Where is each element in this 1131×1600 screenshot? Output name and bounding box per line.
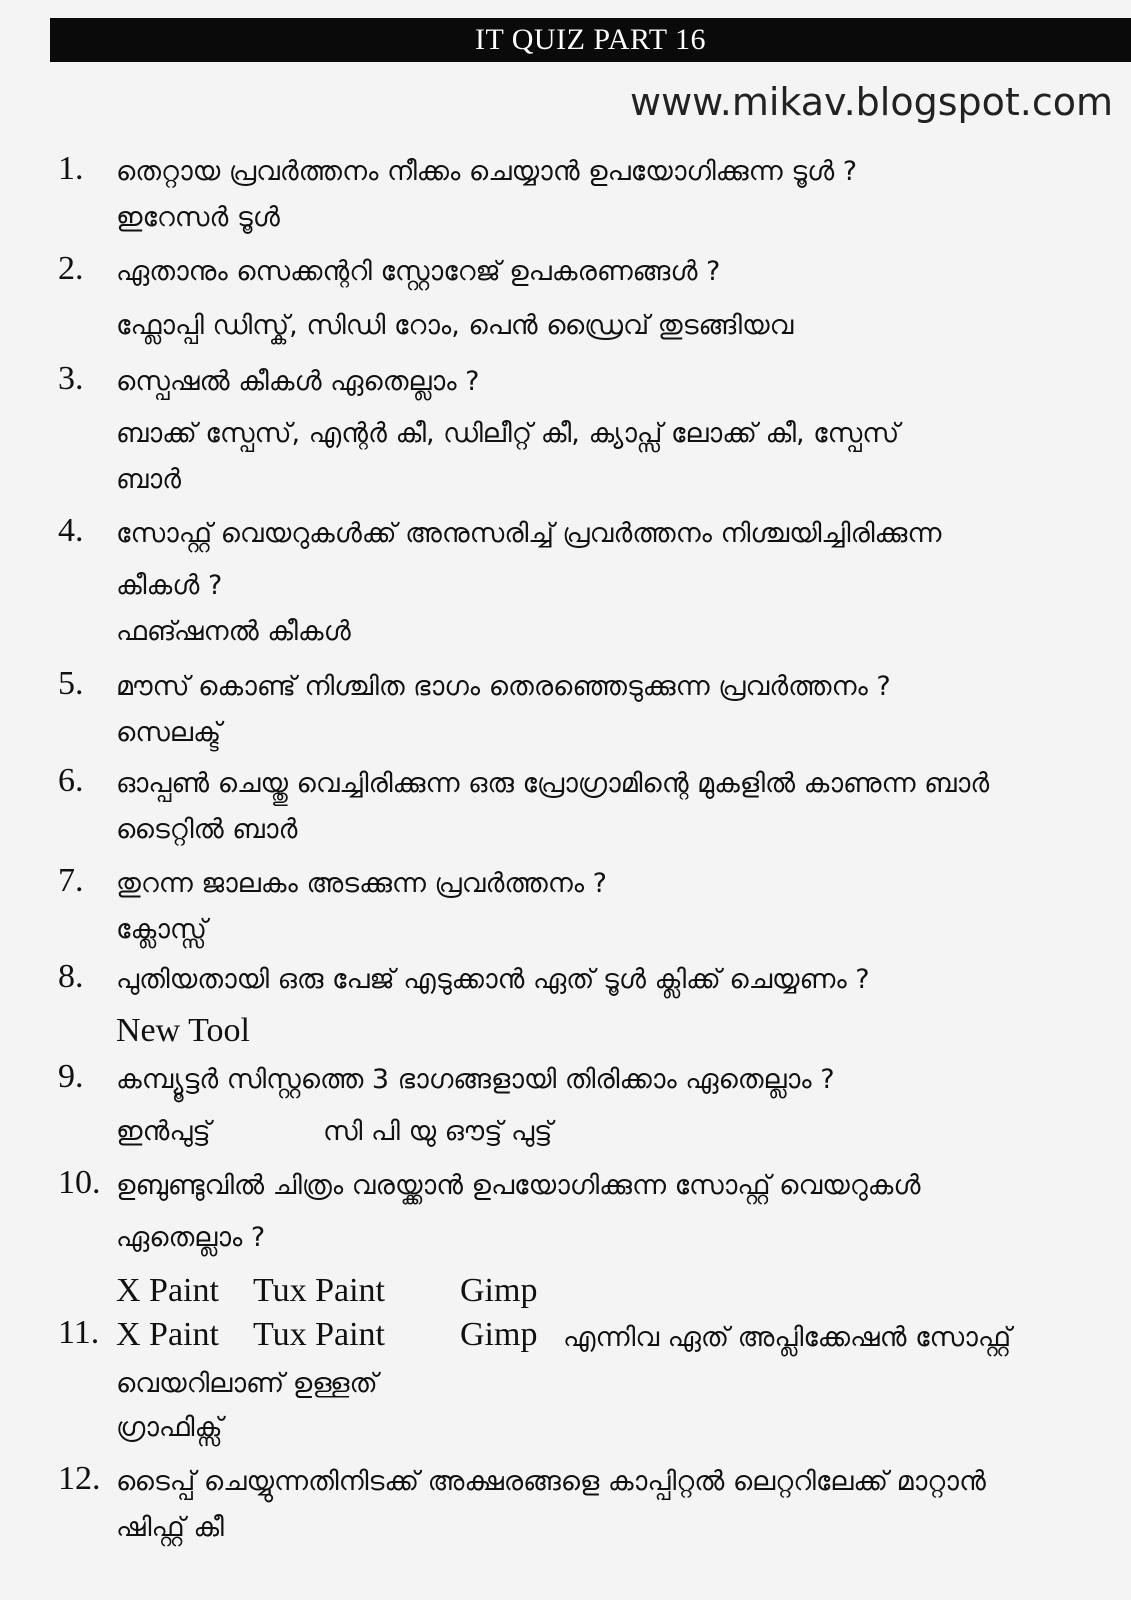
question-xpaint: X Paint — [116, 1316, 219, 1353]
question-number: 2. — [58, 250, 84, 287]
answer-text: ഗ്രാഫിക്സ് — [116, 1412, 223, 1443]
question-text: കമ്പ്യൂട്ടർ സിസ്റ്റത്തെ 3 ഭാഗങ്ങളായി തിരിക്കാം ഏതെല്ലാം ? — [116, 1064, 835, 1095]
answer-input: ഇൻപുട്ട് — [116, 1116, 211, 1147]
question-text: ഓപ്പൺ ചെയ്തു വെച്ചിരിക്കുന്ന ഒരു പ്രോഗ്രാമിന്റെ മുകളിൽ കാണുന്ന ബാർ — [116, 768, 990, 799]
question-text: തെറ്റായ പ്രവർത്തനം നീക്കം ചെയ്യാൻ ഉപയോഗിക്കുന്ന ടൂൾ ? — [116, 156, 858, 187]
question-number: 9. — [58, 1058, 84, 1095]
answer-text: ക്ലോസ്സ് — [116, 914, 207, 945]
question-number: 6. — [58, 762, 84, 799]
site-url: www.mikav.blogspot.com — [630, 80, 1113, 124]
question-number: 1. — [58, 150, 84, 187]
answer-text: ഫങ്ഷനൽ കീകൾ — [116, 616, 351, 647]
question-number: 11. — [58, 1314, 100, 1351]
answer-text: ഷിഫ്റ്റ് കീ — [116, 1512, 224, 1543]
question-text-continued: ഏതെല്ലാം ? — [116, 1222, 266, 1253]
question-text-continued: കീകൾ ? — [116, 570, 223, 601]
question-text: ടൈപ്പ് ചെയ്യുന്നതിനിടക്ക് അക്ഷരങ്ങളെ കാപ്പിറ്റൽ ലെറ്ററിലേക്ക് മാറ്റാൻ — [116, 1466, 986, 1497]
question-text: സോഫ്റ്റ് വെയറുകൾക്ക് അനുസരിച്ച് പ്രവർത്തനം നിശ്ചയിച്ചിരിക്കുന്ന — [116, 518, 942, 549]
question-text: സ്പെഷൽ കീകൾ ഏതെല്ലാം ? — [116, 366, 480, 397]
answer-text: സെലക്ട് — [116, 717, 222, 748]
question-text: പുതിയതായി ഒരു പേജ് എടുക്കാൻ ഏത് ടൂൾ ക്ലിക്ക് ചെയ്യണം ? — [116, 964, 870, 995]
answer-tuxpaint: Tux Paint — [253, 1272, 385, 1309]
question-gimp: Gimp — [460, 1316, 538, 1353]
question-number: 4. — [58, 512, 84, 549]
page-title-bar — [50, 18, 1131, 62]
question-number: 3. — [58, 360, 84, 397]
question-number: 7. — [58, 862, 84, 899]
question-text: ഉബുണ്ടുവിൽ ചിത്രം വരയ്ക്കാൻ ഉപയോഗിക്കുന്ന സോഫ്റ്റ് വെയറുകൾ — [116, 1170, 921, 1201]
question-text: തുറന്ന ജാലകം അടക്കുന്ന പ്രവർത്തനം ? — [116, 868, 608, 899]
page-title: IT QUIZ PART 16 — [474, 23, 706, 56]
answer-cpu-output: സി പി യു ഔട്ട് പുട്ട് — [323, 1116, 553, 1147]
question-number: 5. — [58, 665, 84, 702]
question-tuxpaint: Tux Paint — [253, 1316, 385, 1353]
answer-text-continued: ബാർ — [116, 464, 182, 495]
answer-xpaint: X Paint — [116, 1272, 219, 1309]
answer-gimp: Gimp — [460, 1272, 538, 1309]
question-text: മൗസ് കൊണ്ട് നിശ്ചിത ഭാഗം തെരഞ്ഞെടുക്കുന്ന പ്രവർത്തനം ? — [116, 671, 891, 702]
answer-text: ബാക്ക് സ്പേസ്, എന്റർ കീ, ഡിലീറ്റ് കീ, ക്യാപ്സ് ലോക്ക് കീ, സ്പേസ് — [116, 418, 900, 449]
question-text: ഏതാനും സെക്കന്ററി സ്റ്റോറേജ് ഉപകരണങ്ങൾ ? — [116, 256, 721, 287]
question-number: 8. — [58, 958, 84, 995]
question-number: 10. — [58, 1164, 101, 1201]
answer-text: ഇറേസർ ടൂൾ — [116, 202, 280, 233]
answer-text: New Tool — [116, 1012, 250, 1049]
question-text: എന്നിവ ഏത് അപ്ലിക്കേഷൻ സോഫ്റ്റ് — [563, 1322, 1012, 1353]
question-number: 12. — [58, 1460, 101, 1497]
answer-text: ടൈറ്റിൽ ബാർ — [116, 814, 298, 845]
question-text-continued: വെയറിലാണ് ഉള്ളത് — [116, 1368, 378, 1399]
answer-text: ഫ്ലോപ്പി ഡിസ്ക്, സിഡി റോം, പെൻ ഡ്രൈവ് തുടങ്ങിയവ — [116, 310, 794, 341]
